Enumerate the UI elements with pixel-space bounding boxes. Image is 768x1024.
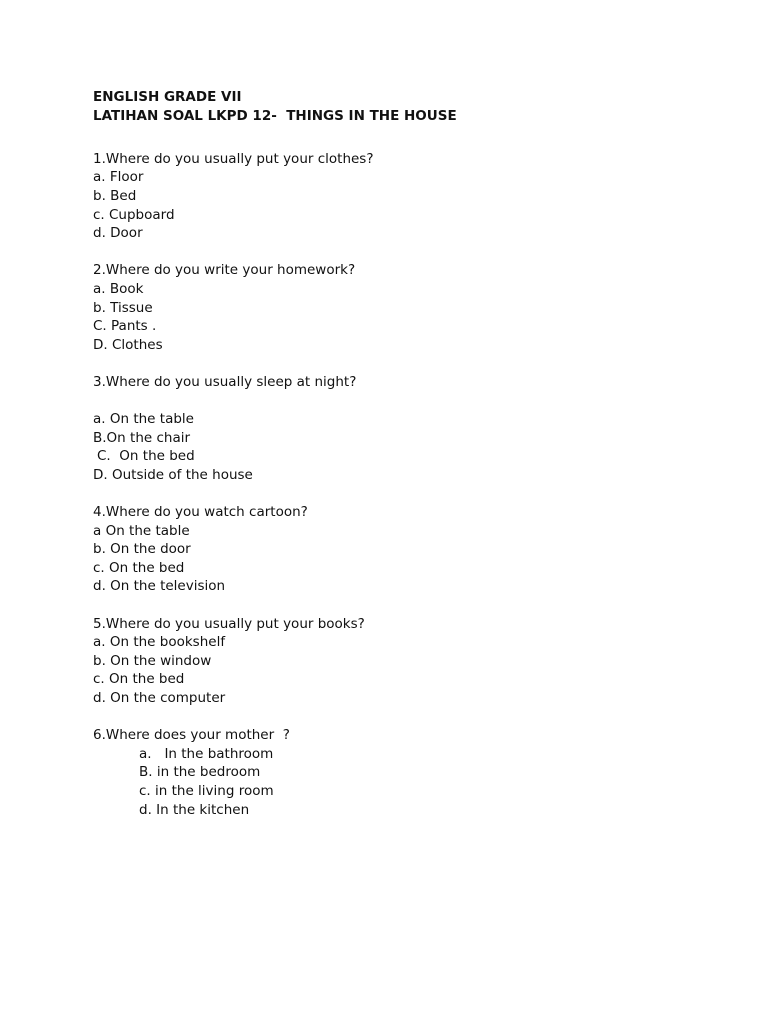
answer-option: a. In the bathroom — [139, 745, 274, 762]
question-2 — [93, 261, 733, 354]
answer-option: a On the table — [93, 522, 190, 539]
answer-option: b. On the window — [93, 652, 212, 669]
answer-option: a. On the table — [93, 411, 194, 428]
worksheet-page — [93, 88, 733, 819]
answer-option: a. Book — [93, 280, 144, 297]
spacer — [93, 243, 733, 262]
worksheet-subtitle: LATIHAN SOAL LKPD 12- THINGS IN THE HOUSE — [93, 107, 457, 124]
question-4 — [93, 503, 733, 596]
spacer — [93, 354, 733, 373]
question-5 — [93, 615, 733, 708]
answer-option: c. On the bed — [93, 671, 185, 688]
spacer — [93, 484, 733, 503]
answer-option: d. On the computer — [93, 690, 226, 706]
answer-option: d. Door — [93, 225, 143, 242]
answer-option: b. Bed — [93, 187, 137, 204]
answer-option: b. Tissue — [93, 299, 153, 316]
spacer — [93, 392, 733, 411]
question-text: 1.Where do you usually put your clothes? — [93, 150, 374, 167]
answer-option: D. Clothes — [93, 336, 163, 353]
answer-option: c. in the living room — [139, 782, 274, 799]
answer-option: a. On the bookshelf — [93, 634, 226, 651]
question-text: 5.Where do you usually put your books? — [93, 615, 365, 632]
spacer — [93, 596, 733, 615]
answer-option: D. Outside of the house — [93, 466, 253, 483]
answer-option: B.On the chair — [93, 429, 191, 446]
answer-option: B. in the bedroom — [139, 764, 261, 781]
worksheet-title: ENGLISH GRADE VII — [93, 89, 242, 105]
answer-option: c. Cupboard — [93, 206, 175, 223]
answer-option: b. On the door — [93, 541, 191, 558]
question-1 — [93, 150, 733, 243]
question-3 — [93, 373, 733, 485]
question-text: 2.Where do you write your homework? — [93, 262, 356, 279]
question-text: 3.Where do you usually sleep at night? — [93, 373, 357, 390]
answer-option: C. On the bed — [97, 448, 195, 465]
question-text: 6.Where does your mother ? — [93, 727, 290, 744]
answer-option: d. In the kitchen — [139, 801, 250, 818]
question-text: 4.Where do you watch cartoon? — [93, 504, 308, 521]
question-6 — [93, 726, 733, 819]
answer-option: C. Pants . — [93, 318, 157, 335]
answer-option: c. On the bed — [93, 559, 185, 576]
answer-option: a. Floor — [93, 169, 144, 186]
answer-option: d. On the television — [93, 578, 226, 595]
spacer — [93, 125, 733, 144]
spacer — [93, 708, 733, 727]
